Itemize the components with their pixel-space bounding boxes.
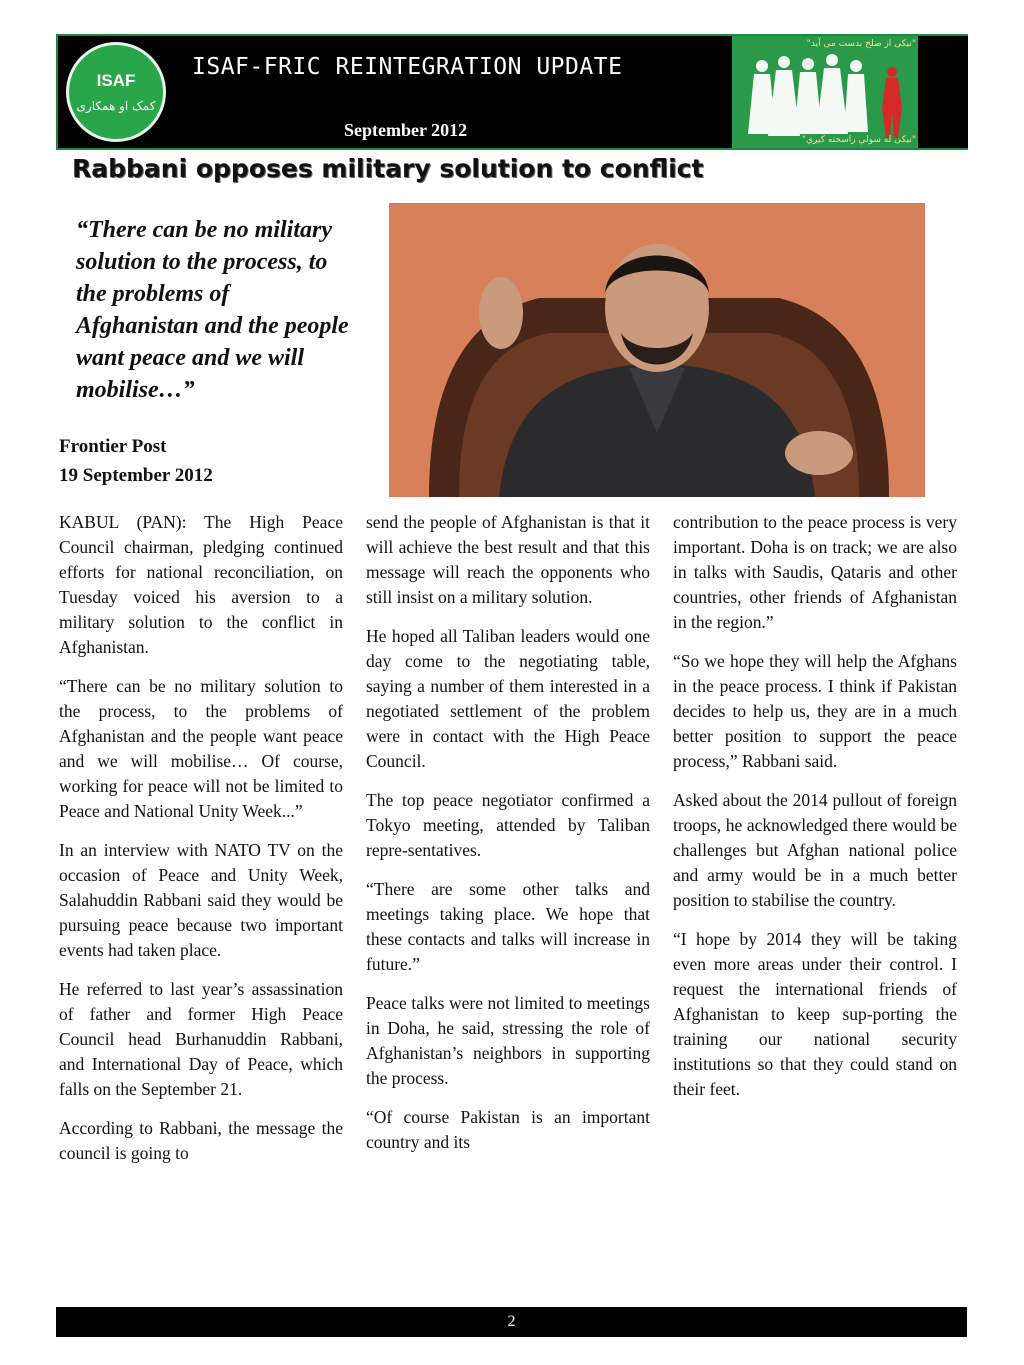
paragraph: send the people of Afghanistan is that it will achieve the best result and that this message will reach the opponents who still insist on a military solution. <box>366 512 650 607</box>
paragraph: The top peace negotiator confirmed a Tokyo meeting, attended by Taliban repre-sentatives. <box>366 790 650 860</box>
article-headline: Rabbani opposes military solution to conflict <box>72 154 704 183</box>
paragraph: Asked about the 2014 pullout of foreign troops, he acknowledged there would be challenges but Afghan national police and army would be in a much better position to stabilise the country. <box>673 790 957 910</box>
paragraph: “There can be no military solution to the process, to the problems of Afghanistan and the people want peace and we will mobilise… Of course, working for peace will not be limited to Peace and National Unity Week...” <box>59 676 343 821</box>
art-caption-top: "نیکی از صلح بدست می آید" <box>806 39 916 49</box>
isaf-logo <box>66 42 166 142</box>
paragraph: According to Rabbani, the message the council is going to <box>59 1118 343 1163</box>
peace-illustration <box>732 36 968 148</box>
newsletter-banner <box>56 34 968 150</box>
art-caption-bottom: "نیکی له سولې راسحته کیږي" <box>801 135 916 145</box>
source-name: Frontier Post <box>59 436 167 457</box>
art-black-strip <box>918 36 968 148</box>
logo-text: ISAF <box>96 71 136 90</box>
issue-date: September 2012 <box>344 120 468 140</box>
page-number: 2 <box>507 1313 516 1330</box>
portrait-photo <box>389 203 925 497</box>
paragraph: “Of course Pakistan is an important country and its <box>366 1107 650 1152</box>
paragraph: contribution to the peace process is very important. Doha is on track; we are also in talks with Saudis, Qataris and other countries, other friends of Afghanistan in the region.” <box>673 512 957 632</box>
source-date: 19 September 2012 <box>59 465 213 486</box>
article-column-2 <box>366 510 650 1169</box>
paragraph: “There are some other talks and meetings taking place. We hope that these contacts and talks will increase in future.” <box>366 879 650 974</box>
newsletter-title: ISAF-FRIC REINTEGRATION UPDATE <box>192 54 623 80</box>
paragraph: In an interview with NATO TV on the occasion of Peace and Unity Week, Salahuddin Rabbani said they would be pursuing peace because two important events had taken place. <box>59 840 343 960</box>
page-footer <box>56 1307 967 1337</box>
pull-quote: “There can be no military solution to the process, to the problems of Afghanistan and the people want peace and we will mobilise…” <box>76 217 349 403</box>
paragraph: Peace talks were not limited to meetings in Doha, he said, stressing the role of Afghanistan’s neighbors in supporting the process. <box>366 993 650 1088</box>
paragraph: “So we hope they will help the Afghans in the peace process. I think if Pakistan decides to help us, they are in a much better position to support the peace process,” Rabbani said. <box>673 651 957 771</box>
article-column-3 <box>673 510 957 1116</box>
article-column-1 <box>59 510 343 1180</box>
paragraph: He hoped all Taliban leaders would one day come to the negotiating table, saying a number of them interested in a negotiated settlement of the problem were in contact with the High Peace Council. <box>366 626 650 771</box>
paragraph: He referred to last year’s assassination of father and former High Peace Council head Burhanuddin Rabbani, and International Day of Peace, which falls on the September 21. <box>59 979 343 1099</box>
paragraph: “I hope by 2014 they will be taking even more areas under their control. I request the international friends of Afghanistan to keep sup-porting the training our national security institutions so that they could stand on their feet. <box>673 929 957 1099</box>
source-block <box>59 432 213 490</box>
portrait-illustration <box>389 203 925 497</box>
logo-script: کمک او همکاری <box>76 99 156 113</box>
paragraph: KABUL (PAN): The High Peace Council chairman, pledging continued efforts for national reconciliation, on Tuesday voiced his aversion to a military solution to the conflict in Afghanistan. <box>59 512 343 657</box>
